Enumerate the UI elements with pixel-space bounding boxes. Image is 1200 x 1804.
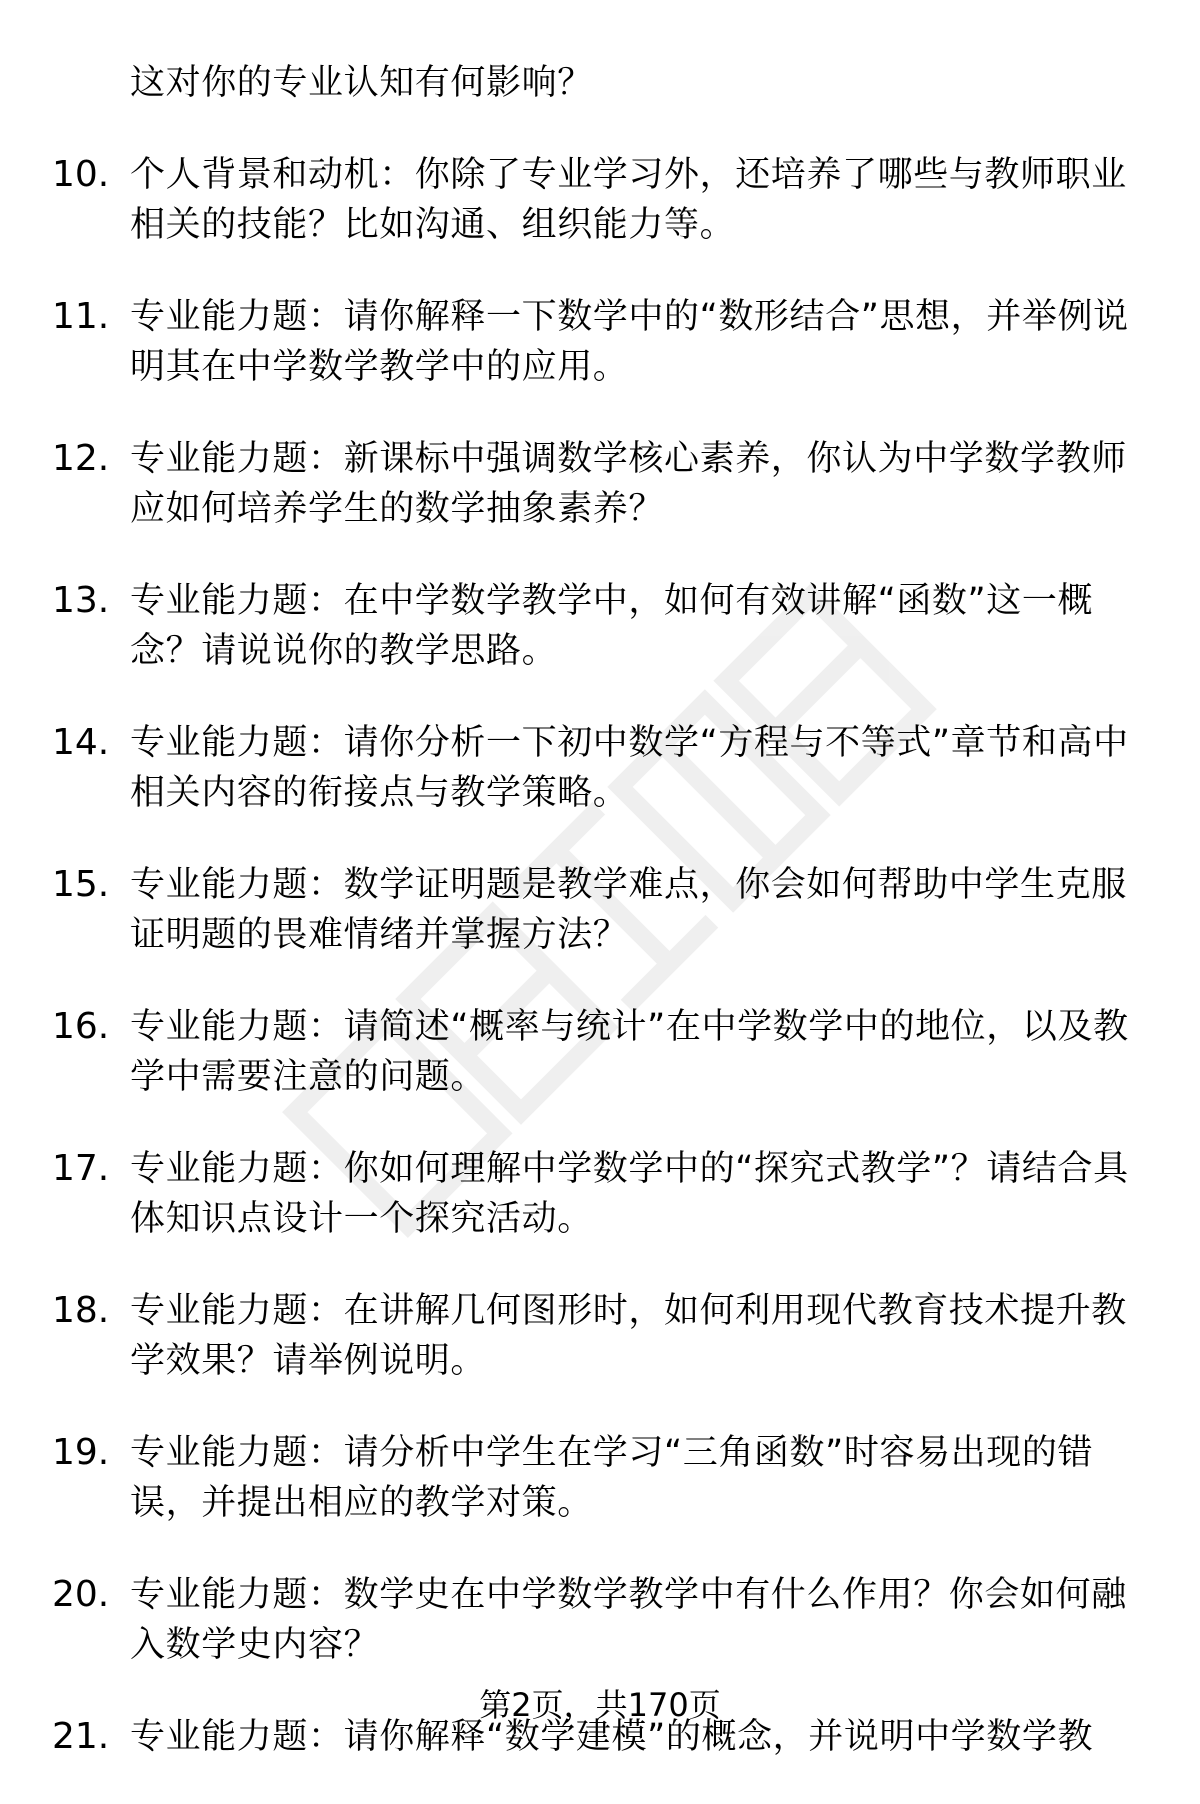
- list-item: [0, 1428, 1200, 1528]
- list-item: [0, 1144, 1200, 1244]
- list-item-continuation: [0, 58, 1200, 108]
- list-item: [0, 150, 1200, 250]
- list-item-text: 这对你的专业认知有何影响？: [130, 63, 593, 103]
- list-item: [0, 292, 1200, 392]
- list-item-text: 专业能力题：请你分析一下初中数学“方程与不等式”章节和高中相关内容的衔接点与教学策略。: [130, 723, 1129, 813]
- page-footer: 第2页，共170页: [479, 1686, 721, 1724]
- document-body: [0, 58, 1200, 1804]
- list-item: [0, 434, 1200, 534]
- list-item-text: 专业能力题：数学证明题是教学难点，你会如何帮助中学生克服证明题的畏难情绪并掌握方法？: [130, 865, 1127, 955]
- question-list: [0, 150, 1200, 1762]
- list-item-text: 专业能力题：在讲解几何图形时，如何利用现代教育技术提升教学效果？请举例说明。: [130, 1291, 1127, 1381]
- list-item-number: 20.: [52, 1574, 110, 1615]
- list-item-text: 专业能力题：你如何理解中学数学中的“探究式教学”？请结合具体知识点设计一个探究活动。: [130, 1149, 1129, 1239]
- list-item-number: 17.: [52, 1148, 110, 1189]
- list-item-text: 专业能力题：在中学数学教学中，如何有效讲解“函数”这一概念？请说说你的教学思路。: [130, 581, 1094, 671]
- list-item-text: 专业能力题：新课标中强调数学核心素养，你认为中学数学教师应如何培养学生的数学抽象素养？: [130, 439, 1127, 529]
- list-item-text: 专业能力题：数学史在中学数学教学中有什么作用？你会如何融入数学史内容？: [130, 1575, 1127, 1665]
- list-item: [0, 1002, 1200, 1102]
- list-item: [0, 576, 1200, 676]
- list-item-number: 15.: [52, 864, 110, 905]
- list-item-text: 专业能力题：请简述“概率与统计”在中学数学中的地位，以及教学中需要注意的问题。: [130, 1007, 1129, 1097]
- list-item-number: 13.: [52, 580, 110, 621]
- list-item-number: 14.: [52, 722, 110, 763]
- list-item-text: 个人背景和动机：你除了专业学习外，还培养了哪些与教师职业相关的技能？比如沟通、组织能力等。: [130, 155, 1127, 245]
- list-item-text: 专业能力题：请你解释一下数学中的“数形结合”思想，并举例说明其在中学数学教学中的应用。: [130, 297, 1129, 387]
- list-item-number: 16.: [52, 1006, 110, 1047]
- list-item-number: 18.: [52, 1290, 110, 1331]
- list-item: [0, 860, 1200, 960]
- list-item-number: 12.: [52, 438, 110, 479]
- list-item-number: 10.: [52, 154, 110, 195]
- list-item-number: 19.: [52, 1432, 110, 1473]
- list-item-number: 11.: [52, 296, 110, 337]
- list-item-number: 21.: [52, 1716, 110, 1757]
- list-item-text: 专业能力题：请分析中学生在学习“三角函数”时容易出现的错误，并提出相应的教学对策。: [130, 1433, 1094, 1523]
- list-item-text: 专业能力题：请你解释“数学建模”的概念，并说明中学数学教: [130, 1717, 1094, 1757]
- list-item: [0, 1286, 1200, 1386]
- list-item: [0, 718, 1200, 818]
- list-item: [0, 1570, 1200, 1670]
